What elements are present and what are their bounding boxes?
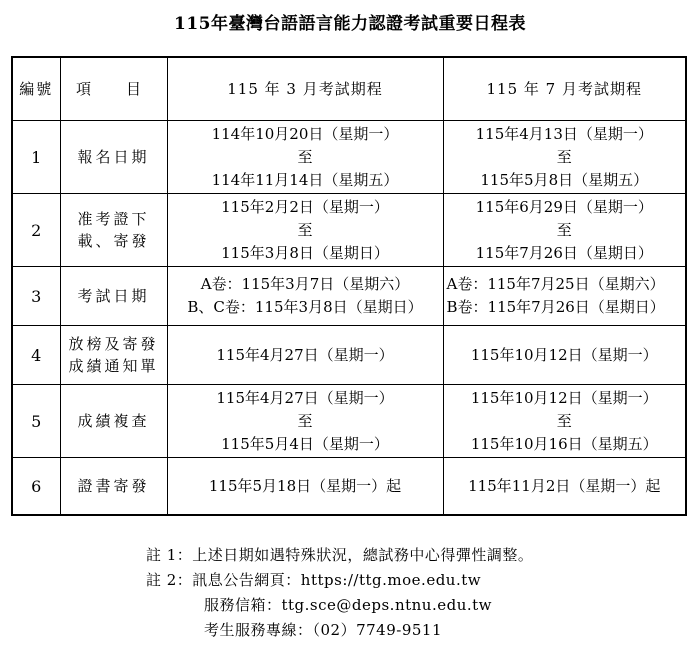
july-date-cell [443, 458, 686, 516]
header-march-schedule: 115 年 3 月考試期程 [167, 57, 443, 121]
date-line: 115年5月18日（星期一）起 [208, 476, 402, 495]
date-line: 115年5月4日（星期一） [221, 434, 389, 453]
march-date-cell [167, 267, 443, 326]
date-line: B卷：115年7月26日（星期日） [446, 298, 665, 316]
table-row [12, 385, 686, 458]
row-item [60, 121, 167, 194]
row-number: 4 [12, 326, 60, 385]
date-line: 至 [556, 220, 572, 239]
date-line: 115年4月27日（星期一） [216, 388, 394, 407]
date-line: 115年7月26日（星期日） [475, 243, 653, 262]
date-line: 114年10月20日（星期一） [211, 124, 399, 143]
date-line: A卷：115年7月25日（星期六） [446, 275, 665, 293]
item-line: 放榜及寄發 [68, 335, 159, 353]
date-line: 115年5月8日（星期五） [480, 170, 649, 189]
row-item [60, 458, 167, 516]
note-service-hotline: 考生服務專線：（02）7749-9511 [204, 621, 443, 639]
date-line: A卷：115年3月7日（星期六） [200, 275, 410, 293]
header-july-schedule: 115 年 7 月考試期程 [443, 57, 686, 121]
row-item [60, 267, 167, 326]
date-line: 至 [297, 147, 313, 166]
date-line: 115年11月2日（星期一）起 [468, 476, 661, 495]
table-row [12, 326, 686, 385]
date-line: 115年3月8日（星期日） [221, 243, 389, 262]
table-row [12, 458, 686, 516]
march-date-cell [167, 385, 443, 458]
item-line: 載、寄發 [77, 232, 150, 250]
row-number: 5 [12, 385, 60, 458]
date-line: 115年4月13日（星期一） [475, 124, 653, 143]
note-service-email: 服務信箱：ttg.sce@deps.ntnu.edu.tw [204, 596, 493, 614]
row-number: 3 [12, 267, 60, 326]
date-line: 115年4月27日（星期一） [216, 345, 394, 364]
schedule-table [11, 56, 687, 516]
date-line: 115年2月2日（星期一） [221, 197, 389, 216]
march-date-cell [167, 458, 443, 516]
item-line: 成績通知單 [68, 357, 159, 375]
row-item [60, 385, 167, 458]
item-line: 報名日期 [77, 148, 150, 166]
july-date-cell [443, 385, 686, 458]
item-line: 考試日期 [77, 287, 150, 305]
table-row [12, 194, 686, 267]
header-item: 項 目 [60, 57, 167, 121]
date-line: 114年11月14日（星期五） [211, 170, 399, 189]
date-line: 115年10月16日（星期五） [470, 434, 658, 453]
row-item [60, 326, 167, 385]
item-line: 准考證下 [77, 210, 150, 228]
row-number: 1 [12, 121, 60, 194]
notes-section [146, 543, 533, 643]
july-date-cell [443, 121, 686, 194]
header-number: 編號 [12, 57, 60, 121]
date-line: 115年6月29日（星期一） [475, 197, 653, 216]
march-date-cell [167, 194, 443, 267]
date-line: 115年10月12日（星期一） [470, 345, 658, 364]
date-line: 至 [297, 411, 313, 430]
note-1: 註 1：上述日期如遇特殊狀況，總試務中心得彈性調整。 [146, 546, 534, 564]
note-2-website: 註 2：訊息公告網頁：https://ttg.moe.edu.tw [146, 571, 482, 589]
item-line: 成績複查 [77, 412, 150, 430]
july-date-cell [443, 326, 686, 385]
page-title: 115年臺灣台語語言能力認證考試重要日程表 [174, 14, 526, 34]
date-line: 115年10月12日（星期一） [470, 388, 658, 407]
date-line: B、C卷：115年3月8日（星期日） [187, 298, 423, 316]
date-line: 至 [556, 411, 572, 430]
july-date-cell [443, 194, 686, 267]
july-date-cell [443, 267, 686, 326]
row-number: 2 [12, 194, 60, 267]
item-line: 證書寄發 [77, 477, 150, 495]
table-row [12, 267, 686, 326]
date-line: 至 [556, 147, 572, 166]
row-item [60, 194, 167, 267]
march-date-cell [167, 326, 443, 385]
table-header-row [12, 57, 686, 121]
date-line: 至 [297, 220, 313, 239]
table-row [12, 121, 686, 194]
row-number: 6 [12, 458, 60, 516]
march-date-cell [167, 121, 443, 194]
